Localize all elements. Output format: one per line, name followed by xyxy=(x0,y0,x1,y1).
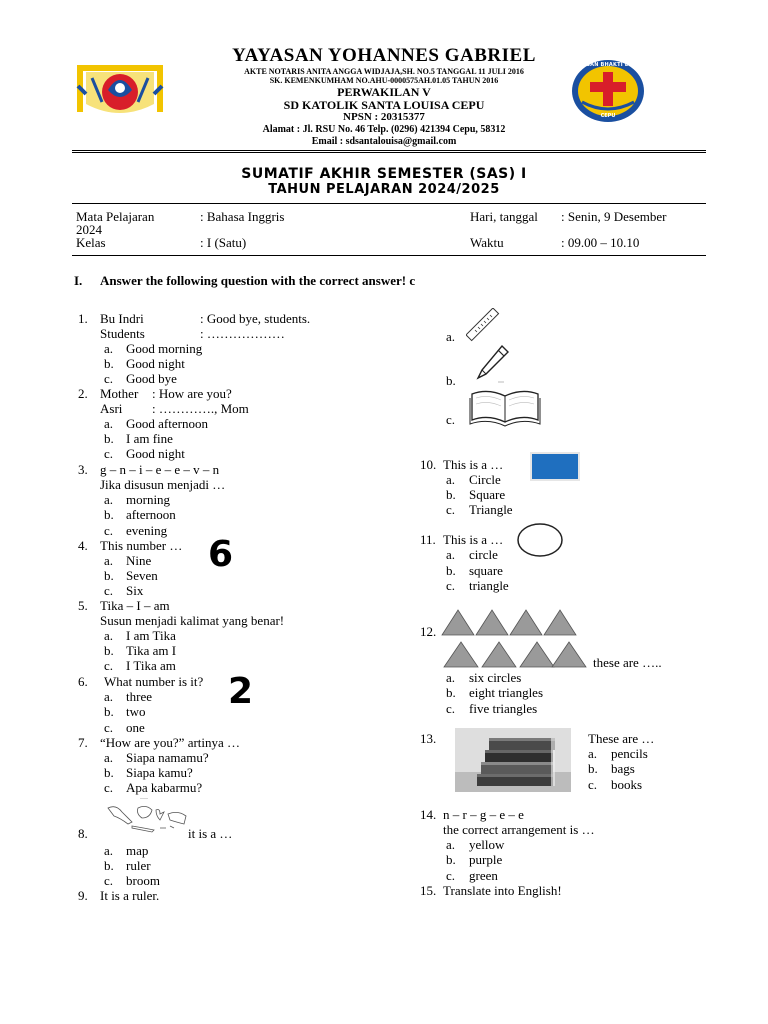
option-letter: b. xyxy=(104,507,114,522)
question-text: “How are you?” artinya … xyxy=(100,735,241,750)
option-letter: a. xyxy=(104,689,114,704)
exam-year: TAHUN PELAJARAN 2024/2025 xyxy=(268,182,500,197)
time-label: Waktu xyxy=(470,235,504,250)
option-a: Nine xyxy=(126,553,152,568)
option-letter: a. xyxy=(104,750,114,765)
question-text: This is a … xyxy=(443,457,504,472)
time-value: : 09.00 – 10.10 xyxy=(561,235,640,250)
school-name: SD KATOLIK SANTA LOUISA CEPU xyxy=(283,98,485,112)
dialog-speaker: Asri xyxy=(100,401,123,416)
option-letter: b. xyxy=(446,563,456,578)
email-line: Email : sdsantalouisa@gmail.com xyxy=(311,136,457,147)
option-letter: b. xyxy=(104,765,114,780)
option-b: purple xyxy=(469,852,503,867)
question-number: 3. xyxy=(78,462,88,477)
option-b: bags xyxy=(611,761,635,776)
option-letter: a. xyxy=(446,329,456,344)
dialog-line: : …………., Mom xyxy=(152,401,249,416)
ruler-image xyxy=(466,308,500,342)
option-letter: c. xyxy=(104,446,114,461)
dialog-line: : How are you? xyxy=(152,386,232,401)
option-c: Six xyxy=(126,583,144,598)
option-c: five triangles xyxy=(469,701,538,716)
option-c: Good night xyxy=(126,446,185,461)
option-letter: c. xyxy=(104,583,114,598)
question-text: g – n – i – e – e – v – n xyxy=(100,462,220,477)
subject-wrap: 2024 xyxy=(76,222,102,237)
option-b: Seven xyxy=(126,568,158,583)
dialog-speaker: Students xyxy=(100,326,145,341)
logo-right-text-bottom: CEPU xyxy=(600,113,616,119)
option-letter: b. xyxy=(104,568,114,583)
option-letter: c. xyxy=(446,412,456,427)
option-b: Tika am I xyxy=(126,643,177,658)
option-b: I am fine xyxy=(126,431,173,446)
section-instruction: Answer the following question with the correct answer! c xyxy=(100,273,416,288)
question-number: 2. xyxy=(78,386,88,401)
akte-line: AKTE NOTARIS ANITA ANGGA WIDJAJA,SH. NO.5 TANGGAL 11 JULI 2016 xyxy=(244,67,524,76)
option-letter: b. xyxy=(588,761,598,776)
option-a: morning xyxy=(126,492,171,507)
option-c: Apa kabarmu? xyxy=(126,780,203,795)
question-number: 7. xyxy=(78,735,88,750)
option-letter: b. xyxy=(446,685,456,700)
header-divider xyxy=(72,150,706,153)
option-b: Square xyxy=(469,487,506,502)
option-b: ruler xyxy=(126,858,151,873)
question-number: 13. xyxy=(420,731,437,746)
option-b: eight triangles xyxy=(469,685,544,700)
option-c: I Tika am xyxy=(126,658,176,673)
option-letter: b. xyxy=(104,858,114,873)
option-c: green xyxy=(469,868,498,883)
info-top-rule xyxy=(72,203,706,204)
question-text: Translate into English! xyxy=(443,883,562,898)
class-label: Kelas xyxy=(76,235,106,250)
option-letter: b. xyxy=(104,643,114,658)
question-number: 9. xyxy=(78,888,88,903)
question-number: 10. xyxy=(420,457,437,472)
question-number: 1. xyxy=(78,311,88,326)
subject-value: : Bahasa Inggris xyxy=(200,209,285,224)
dialog-speaker: Mother xyxy=(100,386,139,401)
option-a: Good morning xyxy=(126,341,203,356)
option-letter: a. xyxy=(104,553,114,568)
perwakilan-line: PERWAKILAN V xyxy=(337,85,431,99)
option-c: Triangle xyxy=(469,502,513,517)
option-letter: b. xyxy=(104,356,114,371)
option-letter: a. xyxy=(104,628,114,643)
option-b: square xyxy=(469,563,503,578)
question-text: It is a ruler. xyxy=(100,888,160,903)
option-letter: c. xyxy=(104,873,114,888)
question-number: 5. xyxy=(78,598,88,613)
option-letter: c. xyxy=(104,523,114,538)
option-letter: c. xyxy=(588,777,598,792)
question-text: Tika – I – am xyxy=(100,598,170,613)
option-b: two xyxy=(126,704,146,719)
day-label: Hari, tanggal xyxy=(470,209,538,224)
question-text: Jika disusun menjadi … xyxy=(100,477,226,492)
org-name: YAYASAN YOHANNES GABRIEL xyxy=(232,45,536,66)
open-book-image xyxy=(468,386,542,428)
option-c: one xyxy=(126,720,145,735)
option-a: map xyxy=(126,843,149,858)
dialog-speaker: Bu Indri xyxy=(100,311,144,326)
question-text: these are ….. xyxy=(593,655,662,670)
option-letter: c. xyxy=(446,701,456,716)
option-b: afternoon xyxy=(126,507,176,522)
option-letter: c. xyxy=(104,658,114,673)
question-number: 11. xyxy=(420,532,436,547)
option-letter: a. xyxy=(104,843,114,858)
question-text: This number … xyxy=(100,538,183,553)
question-number: 6. xyxy=(78,674,88,689)
option-b: Good night xyxy=(126,356,185,371)
option-b: Siapa kamu? xyxy=(126,765,193,780)
option-a: Circle xyxy=(469,472,501,487)
option-letter: c. xyxy=(104,780,114,795)
day-value: : Senin, 9 Desember xyxy=(561,209,667,224)
exam-title: SUMATIF AKHIR SEMESTER (SAS) I xyxy=(241,166,527,182)
indonesia-map-image xyxy=(102,798,188,838)
dialog-line: : ……………… xyxy=(200,326,285,341)
question-text: it is a … xyxy=(188,826,233,841)
option-a: yellow xyxy=(469,837,505,852)
option-letter: b. xyxy=(446,373,456,388)
option-c: books xyxy=(611,777,643,792)
question-number: 14. xyxy=(420,807,437,822)
question-text: What number is it? xyxy=(104,674,204,689)
dialog-line: : Good bye, students. xyxy=(200,311,311,326)
option-c: Good bye xyxy=(126,371,177,386)
option-c: triangle xyxy=(469,578,509,593)
option-letter: a. xyxy=(104,341,114,356)
blue-square-image xyxy=(530,452,580,481)
address-line: Alamat : Jl. RSU No. 46 Telp. (0296) 421394 Cepu, 58312 xyxy=(262,124,506,135)
option-letter: b. xyxy=(104,704,114,719)
option-letter: b. xyxy=(446,487,456,502)
option-a: six circles xyxy=(469,670,522,685)
npsn-line: NPSN : 20315377 xyxy=(343,111,425,123)
option-letter: a. xyxy=(588,746,598,761)
question-number: 4. xyxy=(78,538,88,553)
option-letter: a. xyxy=(446,547,456,562)
question-text: the correct arrangement is … xyxy=(443,822,595,837)
pencil-image xyxy=(474,344,510,384)
option-letter: c. xyxy=(104,371,114,386)
option-letter: b. xyxy=(104,431,114,446)
option-letter: a. xyxy=(446,837,456,852)
option-letter: a. xyxy=(104,492,114,507)
section-number: I. xyxy=(74,273,83,288)
question-text: These are … xyxy=(588,731,655,746)
question-text: n – r – g – e – e xyxy=(443,807,524,822)
option-letter: c. xyxy=(104,720,114,735)
class-value: : I (Satu) xyxy=(200,235,247,250)
option-letter: a. xyxy=(446,670,456,685)
question-text: This is a … xyxy=(443,532,504,547)
question-number: 8. xyxy=(78,826,88,841)
circle-shape-image xyxy=(515,521,565,559)
option-letter: a. xyxy=(104,416,114,431)
option-letter: c. xyxy=(446,502,456,517)
option-a: Siapa namamu? xyxy=(126,750,209,765)
logo-right-text-top: YAYASAN BHAKTI LUHUR xyxy=(572,62,645,68)
books-stack-image xyxy=(455,728,571,792)
option-a: three xyxy=(126,689,152,704)
number-six-figure: 6 xyxy=(208,534,234,575)
option-c: broom xyxy=(126,873,160,888)
option-a: pencils xyxy=(611,746,648,761)
sk-line: SK. KEMENKUMHAM NO.AHU-0000575AH.01.05 TAHUN 2016 xyxy=(269,76,499,85)
info-bottom-rule xyxy=(72,255,706,256)
number-two-figure: 2 xyxy=(228,671,254,712)
option-a: circle xyxy=(469,547,498,562)
option-letter: b. xyxy=(446,852,456,867)
option-a: I am Tika xyxy=(126,628,176,643)
option-c: evening xyxy=(126,523,168,538)
option-letter: a. xyxy=(446,472,456,487)
question-number: 15. xyxy=(420,883,437,898)
option-letter: c. xyxy=(446,868,456,883)
subject-label: Mata Pelajaran xyxy=(76,209,155,224)
triangles-image xyxy=(440,608,590,670)
question-text: Susun menjadi kalimat yang benar! xyxy=(100,613,285,628)
option-a: Good afternoon xyxy=(126,416,208,431)
question-number: 12. xyxy=(420,624,437,639)
option-letter: c. xyxy=(446,578,456,593)
